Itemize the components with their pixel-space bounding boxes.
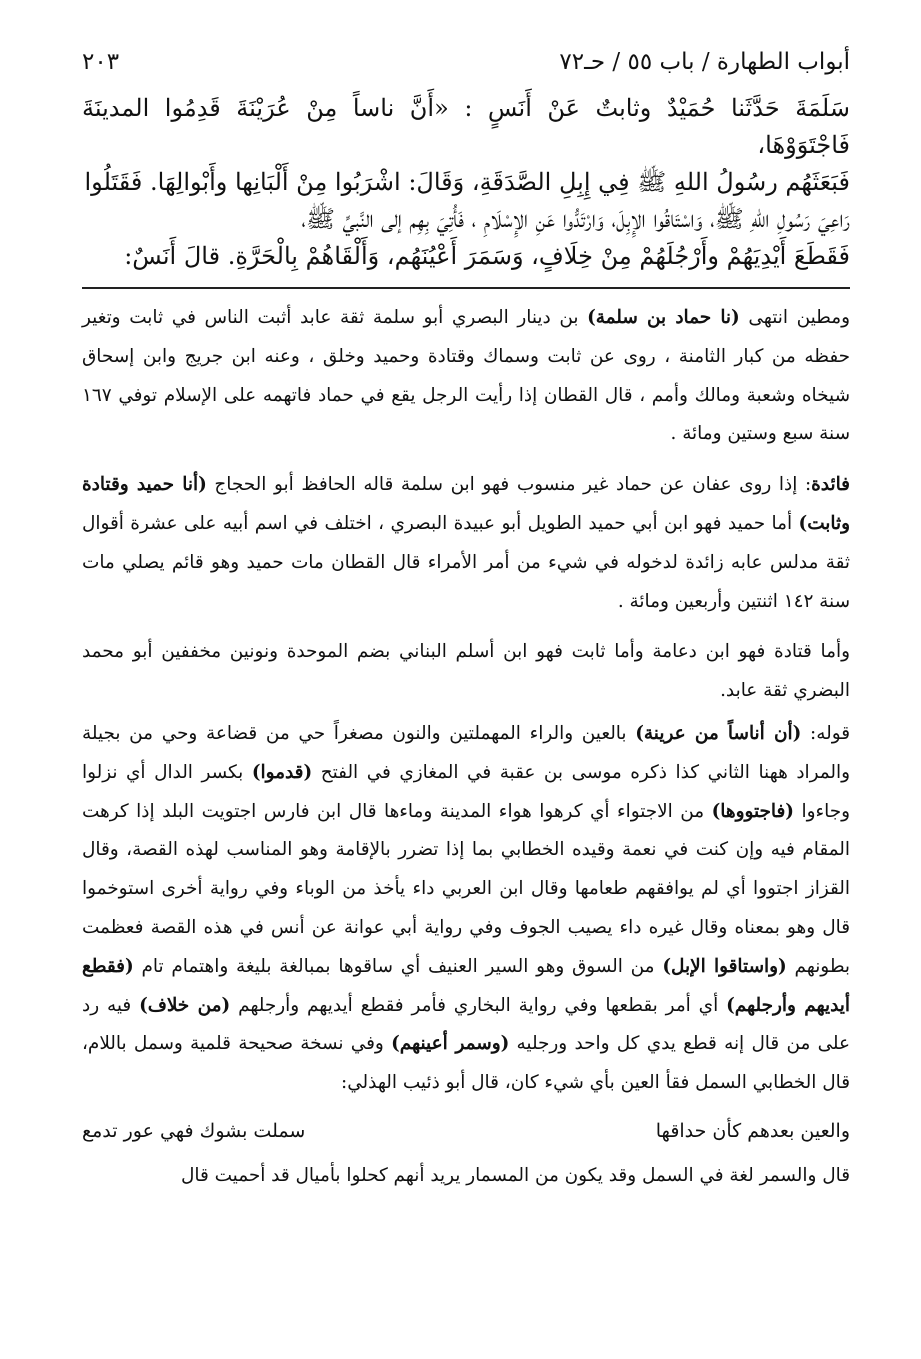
commentary-paragraph: فائدة: إذا روى عفان عن حماد غير منسوب فهو ابن سلمة قاله الحافظ أبو الحجاج (أنا حميد وقتادة وثابت) أما حميد فهو ابن أبي حميد الطويل أبو عبيدة البصري ، اختلف في اسم أبيه على عشرة أقوال ثقة مدلس عابه زائدة لدخوله في شيء من أمر الأمراء قال القطان مات حميد وهو قائم يصلي مات سنة ١٤٢ اثنتين وأربعين ومائة . [82, 474, 850, 612]
commentary-paragraph: وأما قتادة فهو ابن دعامة وأما ثابت فهو ابن أسلم البناني بضم الموحدة ونونين مخففين أبو محمد البضري ثقة عابد. [82, 641, 850, 702]
page-header [82, 40, 850, 84]
commentary-paragraph: قوله: (أن أناساً من عرينة) بالعين والراء المهملتين والنون مصغراً حي من قضاعة وحي من بجيلة والمراد ههنا الثاني كذا ذكره موسى بن عقبة في المغازي في الفتح (قدموا) بكسر الدال أي نزلوا وجاءوا (فاجتووها) من الاجتواء أي كرهوا هواء المدينة وماءها قال ابن فارس اجتويت البلد إذا كرهت المقام فيه وإن كنت في نعمة وقيده الخطابي بما إذا تضرر بالإقامة وهو المناسب لهذه القصة، وقال القزاز اجتووا أي لم يوافقهم طعامها وقال ابن العربي داء يأخذ من الوباء وفي رواية أخرى استوخموا قال وهو بمعناه وقال غيره داء يصيب الجوف وفي رواية أبي عوانة عن أنس في هذه القصة فعظمت بطونهم (واستاقوا الإبل) من السوق وهو السير العنيف أي ساقوها بمبالغة بليغة واهتمام تام (فقطع أيديهم وأرجلهم) أي أمر بقطعها وفي رواية البخاري فأمر فقطع أيديهم وأرجلهم (من خلاف) فيه رد على من قال إنه قطع يدي كل واحد ورجليه (وسمر أعينهم) وفي نسخة صحيحة قلمية وسمل باللام، قال الخطابي السمل فقأ العين بأي شيء كان، قال أبو ذئيب الهذلي: [82, 722, 851, 1094]
bold-term: (فاجتووها) [711, 800, 794, 822]
bold-term: (نا حماد بن سلمة) [587, 307, 740, 328]
bold-term: فائدة [811, 474, 850, 496]
running-title: أبواب الطهارة / باب ٥٥ / حـ٧٢ [559, 49, 850, 75]
bold-term: (أن أناساً من عرينة) [635, 722, 802, 744]
commentary [82, 299, 850, 1196]
commentary-paragraph: ومطين انتهى (نا حماد بن سلمة) بن دينار البصري أبو سلمة ثقة عابد أثبت الناس في ثابت وتغير حفظه من كبار الثامنة ، روى عن ثابت وسماك وقتادة وحميد وخلق ، وعنه ابن جريج وابن إسحاق شيخاه وشعبة ومالك وأمم ، قال القطان إذا رأيت الرجل يقع في حماد فاتهمه على الإسلام توفي ١٦٧ سنة سبع وستين ومائة . [82, 307, 850, 445]
bold-term: (من خلاف) [139, 994, 231, 1016]
bold-term: (قدموا) [251, 761, 313, 783]
hadith-line: فَبَعَثَهُم رسُولُ اللهِ ﷺ فِي إِبِلِ الصَّدَقَةِ، وَقَالَ: اشْرَبُوا مِنْ أَلْبَانِها وأَبْوالِهَا. فَقَتَلُوا [84, 168, 850, 196]
poem-hemistich-second: سملت بشوك فهي عور تدمع [82, 1119, 306, 1142]
hadith-line: رَاعِيَ رَسُولِ اللهِ ﷺ، وَاسْتَاقُوا الإِبِلَ، وَارْتَدُّوا عَنِ الإِسْلَامِ ، فَأُتِيَ بِهِم إلى النَّبيِّ ﷺ، [301, 205, 850, 233]
commentary-paragraph: قال والسمر لغة في السمل وقد يكون من المسمار يريد أنهم كحلوا بأميال قد أحميت قال [181, 1164, 850, 1186]
bold-term: (واستاقوا الإبل) [662, 955, 787, 977]
poem-hemistich-first: والعين بعدهم كأن حداقها [655, 1119, 850, 1142]
document-page [82, 40, 850, 1196]
page-number: ٢٠٣ [82, 49, 120, 75]
hadith-line: سَلَمَةَ حَدَّثَنا حُمَيْدٌ وثابتٌ عَنْ أَنَسٍ : «أَنَّ ناساً مِنْ عُرَيْنَةَ قَدِمُوا المدينَةَ فَاجْتَوَوْهَا، [82, 94, 850, 159]
bold-term: (أنا حميد وقتادة وثابت) [82, 474, 850, 534]
poetry-verse [82, 1109, 850, 1153]
bold-term: (فقطع أيديهم وأرجلهم) [82, 955, 850, 1016]
hadith-line: فَقَطَعَ أَيْدِيَهُمْ وأَرْجُلَهُمْ مِنْ خِلَافٍ، وَسَمَرَ أَعْيُنَهُم، وَأَلْقَاهُمْ بِالْحَرَّةِ. قالَ أَنَسٌ: [124, 242, 850, 270]
section-divider [82, 287, 850, 289]
bold-term: (وسمر أعينهم) [391, 1033, 510, 1055]
hadith-text [82, 90, 850, 275]
